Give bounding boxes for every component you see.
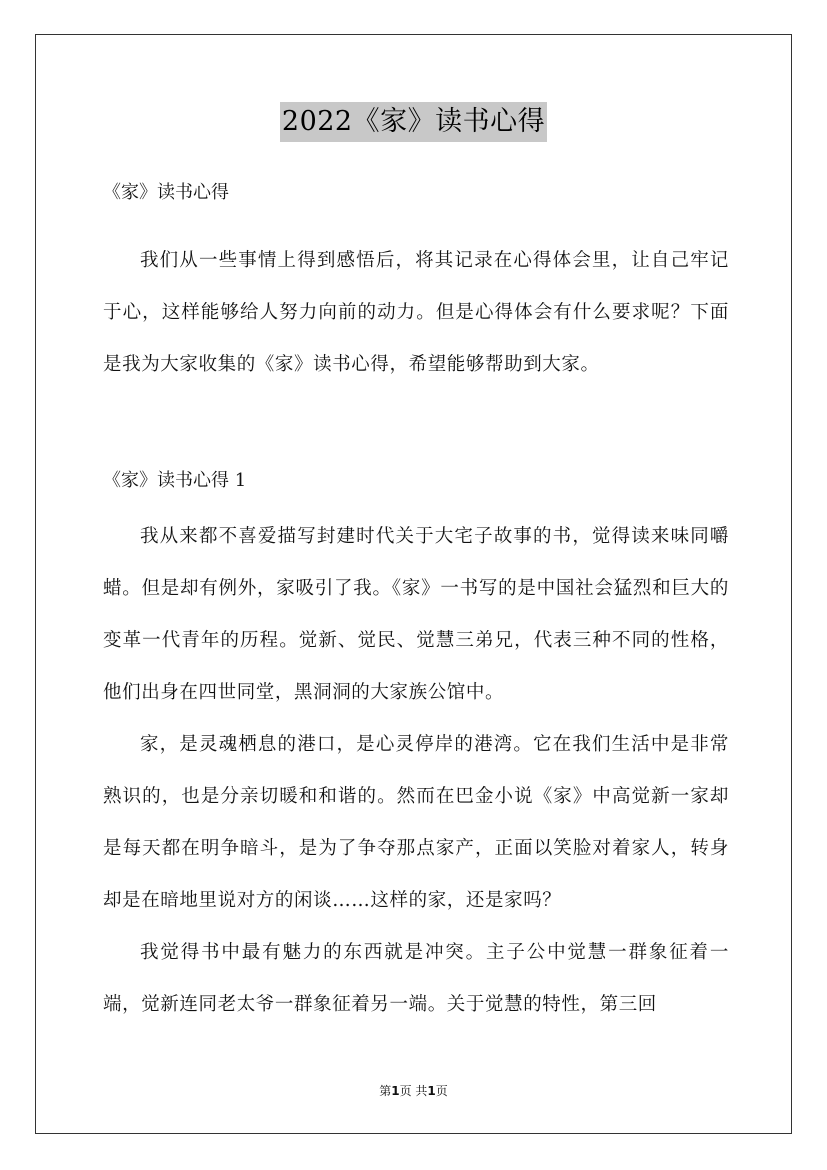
subtitle-heading: 《家》读书心得 [103, 182, 229, 203]
footer-prefix: 第 [379, 1084, 392, 1098]
body-paragraph-2: 家，是灵魂栖息的港口，是心灵停岸的港湾。它在我们生活中是非常熟识的，也是分亲切暖和和谐的。然而在巴金小说《家》中高觉新一家却是每天都在明争暗斗，是为了争夺那点家产，正面以笑脸对着家人，转身却是在暗地里说对方的闲谈……这样的家，还是家吗？ [103, 734, 729, 911]
document-title: 2022《家》读书心得 [280, 102, 547, 142]
footer-suffix: 页 [435, 1084, 448, 1098]
body-paragraph-3: 我觉得书中最有魅力的东西就是冲突。主子公中觉慧一群象征着一端，觉新连同老太爷一群象征着另一端。关于觉慧的特性，第三回 [103, 942, 729, 1015]
footer-mid: 页 共 [399, 1084, 428, 1098]
footer-page-current: 1 [391, 1084, 400, 1098]
body-paragraph-1: 我从来都不喜爱描写封建时代关于大宅子故事的书，觉得读来味同嚼蜡。但是却有例外，家吸引了我。《家》一书写的是中国社会猛烈和巨大的变革一代青年的历程。觉新、觉民、觉慧三弟兄，代表三种不同的性格，他们出身在四世同堂，黑洞洞的大家族公馆中。 [103, 526, 729, 703]
footer-page-total: 1 [427, 1084, 436, 1098]
document-body [103, 173, 729, 1031]
page-footer [0, 1082, 827, 1099]
section-heading-1: 《家》读书心得 1 [103, 470, 247, 491]
title-container [0, 102, 827, 142]
intro-paragraph: 我们从一些事情上得到感悟后，将其记录在心得体会里，让自己牢记于心，这样能够给人努力向前的动力。但是心得体会有什么要求呢？下面是我为大家收集的《家》读书心得，希望能够帮助到大家。 [103, 250, 729, 375]
